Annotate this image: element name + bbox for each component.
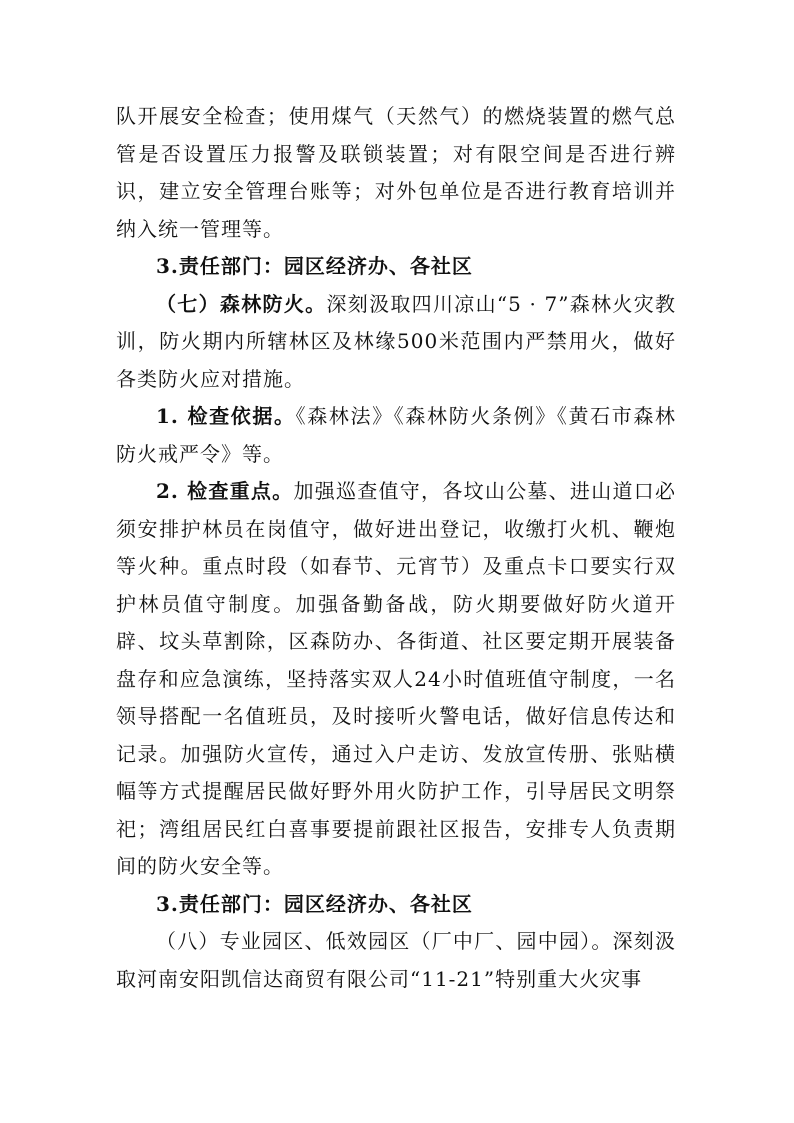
section-industrial-parks-text: 深刻汲取河南安阳凯信达商贸有限公司“11-21”特别重大火灾事 xyxy=(116,929,677,991)
inspection-basis-text: 《森林法》《森林防火条例》《黄石市森林防火戒严令》等。 xyxy=(116,404,677,466)
paragraph-continued: 队开展安全检查；使用煤气（天然气）的燃烧装置的燃气总管是否设置压力报警及联锁装置；对有限空间是否进行辨识，建立安全管理台账等；对外包单位是否进行教育培训并纳入统一管理等。 xyxy=(116,104,676,241)
document-body xyxy=(116,98,676,998)
section-forest-fire-text: 深刻汲取四川凉山“5 · 7”森林火灾教训，防火期内所辖林区及林缘500米范围内严禁用火，做好各类防火应对措施。 xyxy=(116,291,676,391)
section-industrial-parks xyxy=(116,923,676,998)
responsible-department-heading-2: 3.责任部门：园区经济办、各社区 xyxy=(156,891,473,916)
inspection-focus xyxy=(116,473,676,886)
section-industrial-parks-title: （八）专业园区、低效园区（厂中厂、园中园）。 xyxy=(156,929,613,953)
inspection-basis xyxy=(116,398,676,473)
section-forest-fire-title: （七）森林防火。 xyxy=(156,291,327,316)
inspection-focus-text: 加强巡查值守，各坟山公墓、进山道口必须安排护林员在岗值守，做好进出登记，收缴打火机、鞭炮等火种。重点时段（如春节、元宵节）及重点卡口要实行双护林员值守制度。加强备勤备战，防火期要做好防火道开辟、坟头草割除，区森防办、各街道、社区要定期开展装备盘存和应急演练，坚持落实双人24小时值班值守制度，一名领导搭配一名值班员，及时接听火警电话，做好信息传达和记录。加强防火宣传，通过入户走访、发放宣传册、张贴横幅等方式提醒居民做好野外用火防护工作，引导居民文明祭祀；湾组居民红白喜事要提前跟社区报告，安排专人负责期间的防火安全等。 xyxy=(116,479,677,878)
responsible-department-heading: 3.责任部门：园区经济办、各社区 xyxy=(156,254,473,278)
inspection-focus-title: 2. 检查重点。 xyxy=(156,479,294,503)
section-forest-fire xyxy=(116,286,676,399)
inspection-basis-title: 1. 检查依据。 xyxy=(156,404,296,428)
